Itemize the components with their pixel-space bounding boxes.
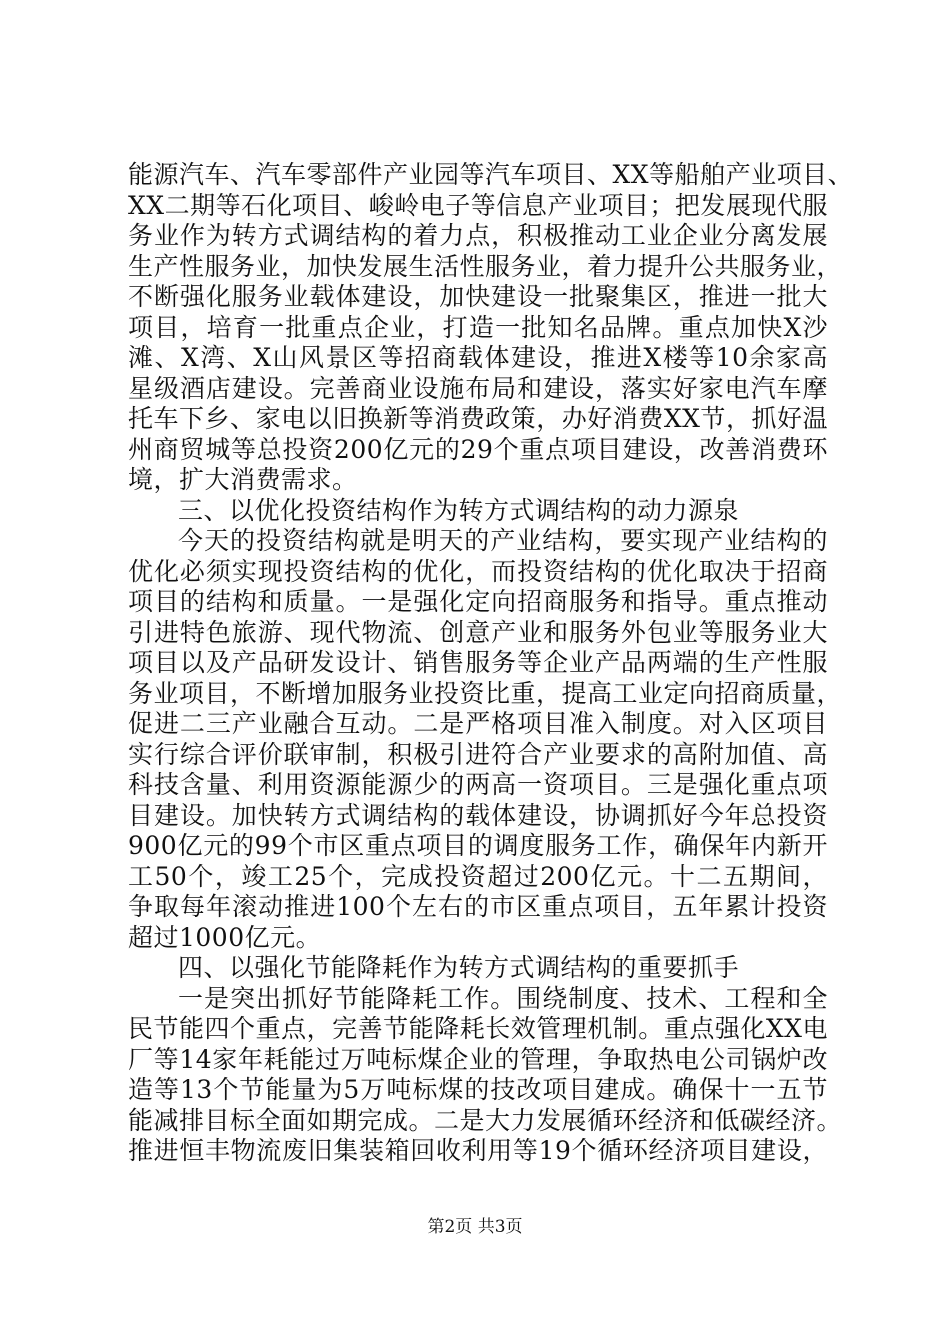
text-line: 州商贸城等总投资200亿元的29个重点项目建设，改善消费环	[128, 434, 828, 464]
text-line: XX二期等石化项目、峻岭电子等信息产业项目；把发展现代服	[128, 190, 828, 220]
section-heading: 四、以强化节能降耗作为转方式调结构的重要抓手	[178, 953, 740, 982]
text-line: 能源汽车、汽车零部件产业园等汽车项目、XX等船舶产业项目、	[128, 160, 854, 189]
text-line: 滩、X湾、X山风景区等招商载体建设，推进X楼等10余家高	[128, 343, 828, 372]
text-line: 托车下乡、家电以旧换新等消费政策，办好消费XX节，抓好温	[128, 404, 828, 433]
text-line: 造等13个节能量为5万吨标煤的技改项目建成。确保十一五节	[128, 1075, 828, 1104]
text-line: 民节能四个重点，完善节能降耗长效管理机制。重点强化XX电	[128, 1014, 828, 1043]
text-line: 目建设。加快转方式调结构的载体建设，协调抓好今年总投资	[128, 800, 828, 830]
text-line: 超过1000亿元。	[128, 922, 322, 952]
text-line: 一是突出抓好节能降耗工作。围绕制度、技术、工程和全	[178, 983, 828, 1013]
text-line: 项目以及产品研发设计、销售服务等企业产品两端的生产性服	[128, 648, 828, 677]
page-footer	[0, 1215, 950, 1239]
text-line: 优化必须实现投资结构的优化，而投资结构的优化取决于招商	[128, 556, 828, 586]
page-number-label: 第2页 共3页	[427, 1217, 523, 1237]
text-line: 能减排目标全面如期完成。二是大力发展循环经济和低碳经济。	[128, 1105, 843, 1135]
text-line: 引进特色旅游、现代物流、创意产业和服务外包业等服务业大	[128, 617, 828, 647]
text-line: 务业作为转方式调结构的着力点，积极推动工业企业分离发展	[128, 221, 828, 250]
text-line: 争取每年滚动推进100个左右的市区重点项目，五年累计投资	[128, 892, 828, 921]
text-line: 项目的结构和质量。一是强化定向招商服务和指导。重点推动	[128, 587, 828, 616]
text-line: 不断强化服务业载体建设，加快建设一批聚集区，推进一批大	[128, 282, 828, 311]
text-line: 务业项目，不断增加服务业投资比重，提高工业定向招商质量，	[128, 678, 843, 708]
text-line: 推进恒丰物流废旧集装箱回收利用等19个循环经济项目建设，	[128, 1136, 828, 1165]
section-heading: 三、以优化投资结构作为转方式调结构的动力源泉	[178, 495, 740, 525]
text-line: 项目，培育一批重点企业，打造一批知名品牌。重点加快X沙	[128, 312, 828, 342]
text-line: 生产性服务业，加快发展生活性服务业，着力提升公共服务业，	[128, 251, 843, 281]
text-line: 厂等14家年耗能过万吨标煤企业的管理，争取热电公司锅炉改	[128, 1044, 828, 1074]
text-line: 今天的投资结构就是明天的产业结构，要实现产业结构的	[178, 526, 828, 555]
text-line: 科技含量、利用资源能源少的两高一资项目。三是强化重点项	[128, 770, 828, 799]
text-line: 促进二三产业融合互动。二是严格项目准入制度。对入区项目	[128, 709, 828, 738]
document-body	[128, 160, 854, 1167]
text-line: 实行综合评价联审制，积极引进符合产业要求的高附加值、高	[128, 739, 828, 769]
text-line: 工50个，竣工25个，完成投资超过200亿元。十二五期间，	[128, 861, 828, 891]
text-line: 星级酒店建设。完善商业设施布局和建设，落实好家电汽车摩	[128, 373, 828, 403]
text-line: 境，扩大消费需求。	[128, 465, 358, 494]
text-line: 900亿元的99个市区重点项目的调度服务工作，确保年内新开	[128, 831, 828, 860]
